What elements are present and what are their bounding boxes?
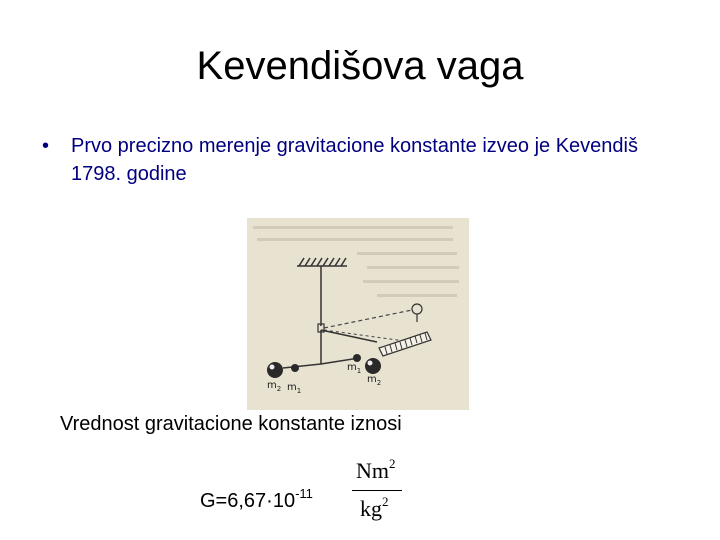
- ceiling-mount: [297, 258, 347, 266]
- cavendish-balance-figure: [247, 218, 469, 410]
- label-m1-right: $m_1$: [347, 362, 362, 375]
- bullet-text: Prvo precizno merenje gravitacione konstante izveo je Kevendiš 1798. godine: [71, 135, 638, 185]
- small-mass-left: [291, 364, 299, 372]
- formula-g-value: [200, 480, 313, 515]
- background-texture: [253, 226, 459, 297]
- formula-exponent: -11: [295, 486, 313, 501]
- large-mass-right: [365, 358, 381, 374]
- light-beam-upper: [324, 310, 412, 328]
- reading-scale: [379, 332, 431, 356]
- slide-title: Kevendišova vaga: [196, 44, 524, 88]
- small-mass-right: [353, 354, 361, 362]
- large-mass-left: [267, 362, 283, 378]
- torsion-balance-drawing: [247, 218, 469, 410]
- formula-prefix: G=6,67·10: [200, 490, 296, 512]
- value-label: Vrednost gravitacione konstante iznosi: [60, 413, 402, 435]
- unit-fraction: [352, 456, 408, 526]
- unit-denominator: $kg^2$: [360, 494, 389, 521]
- fraction-bar: [352, 490, 402, 491]
- bullet-marker: •: [42, 135, 50, 157]
- lamp: [412, 304, 422, 314]
- label-m2-left: $m_2$: [267, 380, 282, 393]
- unit-numerator: Nm$^2$: [356, 456, 396, 483]
- label-m2-right: $m_2$: [367, 374, 382, 387]
- balance-rod: [321, 330, 377, 342]
- label-m1-left: $m_1$: [287, 382, 302, 395]
